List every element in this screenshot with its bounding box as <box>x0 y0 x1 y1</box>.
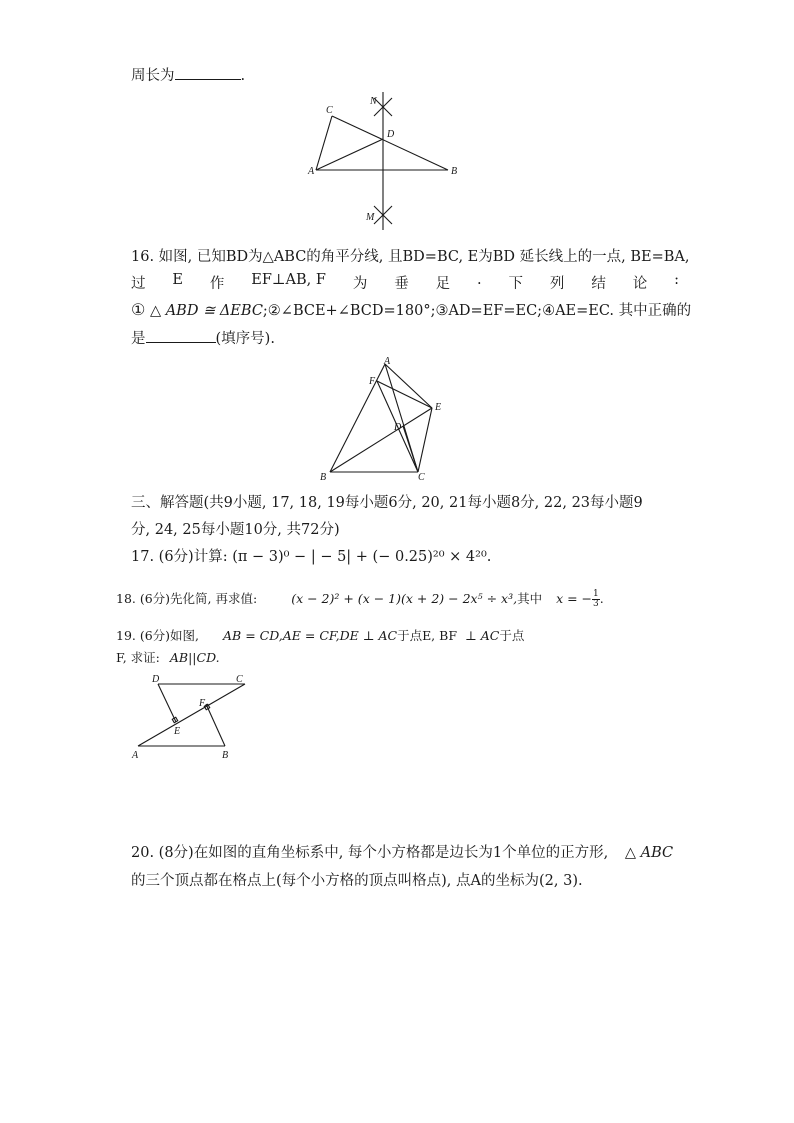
segment-bf <box>206 704 225 746</box>
q16-word: 垂 <box>394 276 409 292</box>
segment-ac <box>138 684 245 746</box>
q18-denominator: 3 <box>593 599 599 609</box>
label-b: B <box>451 166 458 177</box>
section3-heading-line2: 分, 24, 25每小题10分, 共72分) <box>131 522 340 538</box>
q16-word: 作 <box>209 276 225 292</box>
q16-word: EF⊥AB, F <box>251 272 326 288</box>
label-e: E <box>174 726 181 737</box>
q20-text1: 20. (8分)在如图的直角坐标系中, 每个小方格都是边长为1个单位的正方形, <box>131 845 609 861</box>
label-b: B <box>320 472 327 483</box>
figure-q19 <box>126 672 266 762</box>
segment-ad <box>316 139 383 170</box>
q16-word: 足 <box>435 276 451 292</box>
q15-answer-line <box>131 64 245 85</box>
q19-prove-statement: AB||CD. <box>169 650 220 665</box>
label-n: N <box>370 96 377 107</box>
q17 <box>131 545 491 566</box>
label-m: M <box>366 212 375 223</box>
q17-expression: (π − 3)⁰ − | − 5| + (− 0.25)²⁰ × 4²⁰. <box>232 549 492 565</box>
q19-given: AB = CD,AE = CF,DE ⊥ AC <box>223 628 398 643</box>
q19-perp: ⊥ AC <box>464 628 500 643</box>
label-c: C <box>418 472 425 483</box>
figure-q15 <box>300 92 470 232</box>
q19-line1 <box>116 626 524 644</box>
q18-expression: (x − 2)² + (x − 1)(x + 2) − 2x⁵ ÷ x³, <box>291 591 518 606</box>
q18-label: 18. (6分)先化简, 再求值: <box>116 591 258 606</box>
label-b: B <box>222 750 229 761</box>
label-a: A <box>384 356 391 367</box>
q20-line1 <box>131 841 673 862</box>
segment-cb <box>332 116 448 170</box>
q19-line2 <box>116 648 220 666</box>
label-a: A <box>132 750 139 761</box>
q16-line4-end: (填序号). <box>215 331 275 347</box>
label-d: D <box>394 422 402 433</box>
segment-be <box>330 408 432 472</box>
q16-word: 论 <box>632 276 648 292</box>
q16-word: 为 <box>352 276 368 292</box>
segment-dc <box>403 426 418 472</box>
q16-word: . <box>477 272 482 288</box>
label-f: F <box>369 376 376 387</box>
q15-text: 周长为 <box>131 68 175 84</box>
segment-ac <box>316 116 332 170</box>
segment-ab <box>330 364 385 472</box>
q16-word: 过 <box>131 276 146 292</box>
section3-heading-line1: 三、解答题(共9小题, 17, 18, 19每小题6分, 20, 21每小题8分, 22, 23每小题9 <box>131 495 643 511</box>
q18-condition: x = − <box>556 591 593 606</box>
q17-label: 17. (6分)计算: <box>131 549 228 565</box>
q16-line4-start: 是 <box>131 331 146 347</box>
segment-de <box>158 684 176 722</box>
q16-conclusions: ;②∠BCE+∠BCD=180°;③AD=EF=EC;④AE=EC. 其中正确的 <box>262 303 692 319</box>
label-a: A <box>308 166 315 177</box>
q16-word: 结 <box>591 276 606 292</box>
label-c: C <box>326 105 333 116</box>
q16-word: 下 <box>508 276 524 292</box>
q16-line3 <box>131 299 691 320</box>
q18-end: . <box>599 591 604 606</box>
q18-fraction <box>592 590 600 609</box>
q19-label: 19. (6分)如图, <box>116 628 200 643</box>
q15-blank <box>175 65 241 80</box>
label-f: F <box>199 698 206 709</box>
q16-circle-1: ① <box>131 300 146 319</box>
label-d: D <box>387 129 395 140</box>
label-d: D <box>152 674 160 685</box>
q16-line2 <box>131 272 679 293</box>
segment-ec <box>418 408 432 472</box>
q19-prove-label: F, 求证: <box>116 650 160 665</box>
q18-mid: 其中 <box>517 591 543 606</box>
q20-triangle: △ ABC <box>624 845 674 861</box>
q16-word: 列 <box>549 276 565 292</box>
q16-line1: 16. 如图, 已知BD为△ABC的角平分线, 且BD=BC, E为BD 延长线上的一点, BE=BA, <box>131 249 690 265</box>
q18 <box>116 589 604 609</box>
label-e: E <box>435 402 442 413</box>
q16-line4 <box>131 327 275 348</box>
q19-text2: 于点 <box>499 628 525 643</box>
q16-blank <box>146 328 216 343</box>
label-c: C <box>236 674 243 685</box>
segment-fe <box>377 381 432 408</box>
q18-numerator: 1 <box>593 589 599 599</box>
q20-line2: 的三个顶点都在格点上(每个小方格的顶点叫格点), 点A的坐标为(2, 3). <box>131 873 583 889</box>
q15-end: . <box>240 68 246 84</box>
q19-text1: 于点E, BF <box>397 628 457 643</box>
q16-congruence: △ ABD ≅ ΔEBC <box>149 303 263 319</box>
figure-q16 <box>312 356 462 484</box>
q16-word: E <box>172 272 183 288</box>
q16-word: : <box>674 272 679 288</box>
